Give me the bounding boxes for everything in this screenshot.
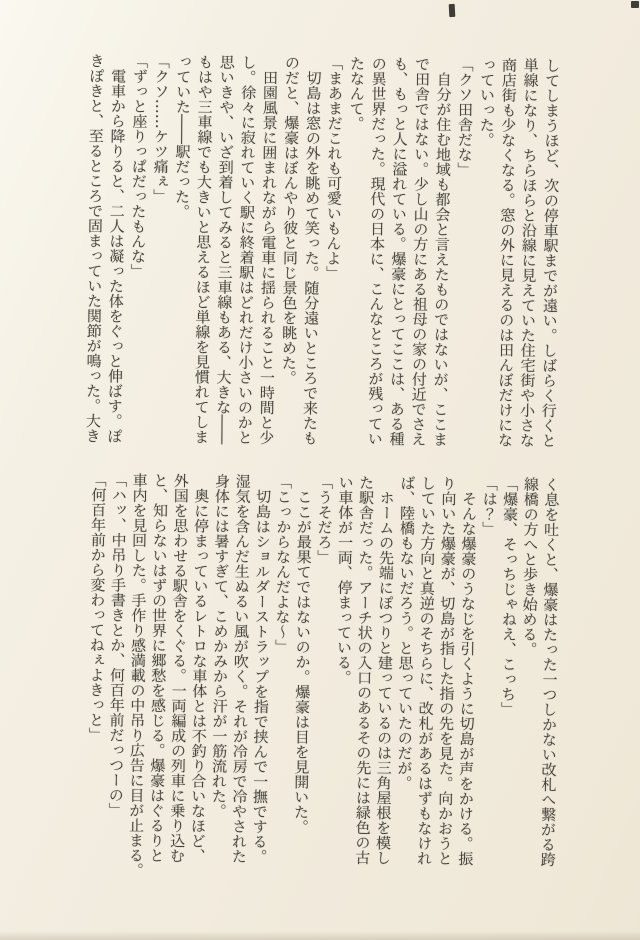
- text-column: 単線になり、ちらほらと沿線に見えていた住宅街や小さな: [517, 57, 540, 448]
- text-column: 線橋の方へと歩き始める。: [520, 476, 541, 657]
- text-column: く息を吐くと、爆豪はたった一つしかない改札へ繋がる跨: [538, 476, 562, 867]
- text-column: 「クソ田舎だな」: [454, 56, 475, 178]
- text-column: の異世界だった。現代の日本に、こんなところが残ってい: [365, 55, 388, 447]
- text-column: そんな爆豪のうなじを引くように切島が声をかける。振: [456, 475, 479, 867]
- ink-speck-top: [449, 4, 456, 17]
- text-column: 「こっからなんだよな〜」: [273, 473, 294, 655]
- text-column: 「何百年前から変わってねぇよきっと」: [87, 472, 108, 743]
- text-column: り向いた爆豪が、切島が指した指の先を見た。向かおうと: [435, 475, 459, 866]
- text-column: 「は？」: [480, 476, 500, 537]
- text-column: っていた――駅だった。: [172, 53, 193, 220]
- text-column: もはや三車線でも大きいと思えるほど単線を見慣れてしま: [191, 54, 214, 445]
- text-column: 思いきや、いざ到着してみると三車線もある、大きな――: [213, 54, 236, 445]
- text-column: も、もっと人に溢れている。爆豪にとってここは、ある種: [387, 56, 410, 447]
- text-block-top: [80, 53, 562, 452]
- text-column: っていった。: [476, 57, 496, 148]
- text-column: と、知らないはずの世界に郷愁を感じる。爆豪はぐるりと: [147, 472, 170, 863]
- text-column: し。徐々に寂れていく駅に終着駅はどれだけ小さいのかと: [235, 54, 258, 445]
- text-column: ここが最果てではないのか。爆豪は目を見開いた。: [292, 474, 314, 835]
- text-column: のだと、爆豪はぼんやり彼と同じ景色を眺めた。: [279, 55, 301, 386]
- text-column: 「ずっと座りっぱだったもんな」: [128, 53, 149, 279]
- text-column: していた方向と真逆のそちらに、改札があるはずもなけれ: [415, 475, 438, 866]
- text-column: た駅舎だった。アーチ状の入口のあるその先には緑色の古: [353, 474, 376, 866]
- text-column: 身体には暑すぎて、こめかみから汗が一筋流れた。: [209, 473, 232, 819]
- text-column: 「うそだろ」: [315, 474, 335, 565]
- text-column: してしまうほど、次の停車駅までが遠い。しばらく行くと: [538, 57, 562, 448]
- text-column: 外国を思わせる駅舎をくぐる。一両編成の列車に乗り込む: [168, 472, 191, 864]
- text-column: 車内を見回した。手作り感満載の中吊り広告に目が止まる。: [126, 472, 150, 878]
- text-column: 奥に停まっているレトロな車体とは不釣り合いなほど、: [188, 473, 211, 864]
- text-column: ば、陸橋もないだろう。と思っていたのだが。: [395, 475, 417, 791]
- text-column: 湿気を含んだ生ぬるい風が吹く。それが冷房で冷やされた: [230, 473, 253, 864]
- text-column: きぽきと、至るところで固まっていた関節が鳴った。大き: [83, 53, 106, 444]
- text-column: 「クソ……ケツ痛ぇ」: [150, 53, 171, 204]
- text-block-bottom: [84, 472, 562, 878]
- text-column: 切島は窓の外を眺めて笑った。随分遠いところで来たも: [300, 55, 323, 446]
- text-column: 「まあまだこれも可愛いもんよ」: [323, 55, 344, 281]
- text-column: 商店街も少なくなる。窓の外に見えるのは田んぼだけにな: [495, 57, 518, 448]
- text-column: ホームの先端にぽつりと建っているのは三角屋根を模し: [374, 475, 397, 866]
- text-column: い車体が一両、停まっている。: [334, 474, 356, 685]
- text-column: 切島はショルダーストラップを指で挟んで一撫でする。: [250, 473, 273, 864]
- text-column: 田園風景に囲まれながら電車に揺られること一時間と少: [256, 54, 279, 446]
- text-column: 「爆豪、そっちじゃねえ、こっち」: [499, 476, 520, 717]
- ink-speck-top-right: [631, 1, 639, 8]
- text-column: 自分が住む地域も都会と言えたものではないが、ここま: [430, 56, 453, 447]
- text-column: 電車から降りると、二人は凝った体をぐっと伸ばす。ぽ: [104, 53, 127, 444]
- text-column: たなんて。: [346, 55, 366, 131]
- text-column: で田舎ではない。少し山の方にある祖母の家の付近でさえ: [408, 56, 431, 447]
- text-column: 「ハッ、中吊り手書きとか、何百年前だっつーの」: [106, 472, 129, 818]
